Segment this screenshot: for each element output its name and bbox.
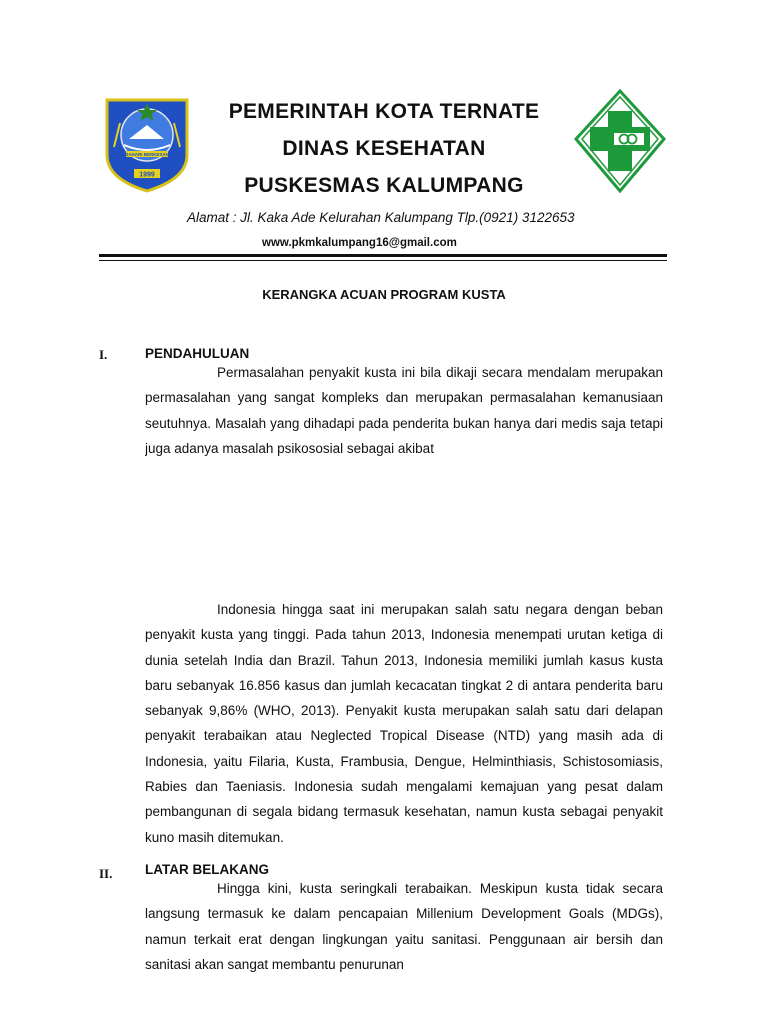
section-paragraph	[145, 597, 663, 850]
paragraph-text: Indonesia hingga saat ini merupakan salah satu negara dengan beban penyakit kusta yang tinggi. Pada tahun 2013, Indonesia menempati urutan ketiga di dunia setelah India dan Brazil. Tahun 2013, Indonesia memiliki jumlah kasus kusta baru sebanyak 16.856 kasus dan jumlah kecacatan tingkat 2 di antara penderita baru sebanyak 9,86% (WHO, 2013). Penyakit kusta merupakan salah satu dari delapan penyakit terabaikan atau Neglected Tropical Disease (NTD) yang masih ada di Indonesia, yaitu Filaria, Kusta, Frambusia, Dengue, Helminthiasis, Schistosomiasis, Rabies dan Taeniasis. Indonesia sudah mengalami kemajuan yang pesat dalam pembangunan di segala bidang termasuk kesehatan, namun kusta sebagai penyakit kuno masih ditemukan.	[145, 602, 663, 845]
letterhead-agency: DINAS KESEHATAN	[282, 137, 486, 160]
letterhead-divider	[99, 254, 667, 257]
section-number: II.	[99, 866, 113, 881]
section-heading: LATAR BELAKANG	[145, 862, 269, 877]
letterhead-government: PEMERINTAH KOTA TERNATE	[228, 100, 540, 123]
svg-text:BAHARI BERKESAN: BAHARI BERKESAN	[124, 152, 170, 157]
section-number: I.	[99, 347, 108, 362]
letterhead-address: Alamat : Jl. Kaka Ade Kelurahan Kalumpang Tlp.(0921) 3122653	[187, 210, 575, 225]
paragraph-text: Hingga kini, kusta seringkali terabaikan. Meskipun kusta tidak secara langsung termasuk ke dalam pencapaian Millenium Development Goals (MDGs), namun terkait erat dengan lingkungan yaitu sanitasi. Penggunaan air bersih dan sanitasi akan sangat membantu penurunan	[145, 881, 663, 972]
section-heading: PENDAHULUAN	[145, 346, 250, 361]
letterhead-divider-thin	[99, 260, 667, 261]
document-title: KERANGKA ACUAN PROGRAM KUSTA	[262, 287, 506, 302]
section-paragraph	[145, 360, 663, 460]
svg-text:1999: 1999	[139, 171, 155, 179]
letterhead-email: www.pkmkalumpang16@gmail.com	[262, 237, 457, 249]
section-paragraph	[145, 876, 663, 1006]
letterhead-puskesmas: PUSKESMAS KALUMPANG	[244, 174, 524, 197]
paragraph-text: Permasalahan penyakit kusta ini bila dikaji secara mendalam merupakan permasalahan yang sangat kompleks dan merupakan permasalahan kemanusiaan seutuhnya. Masalah yang dihadapi pada penderita bukan hanya dari medis saja tetapi juga adanya masalah psikososial sebagai akibat	[145, 365, 663, 456]
